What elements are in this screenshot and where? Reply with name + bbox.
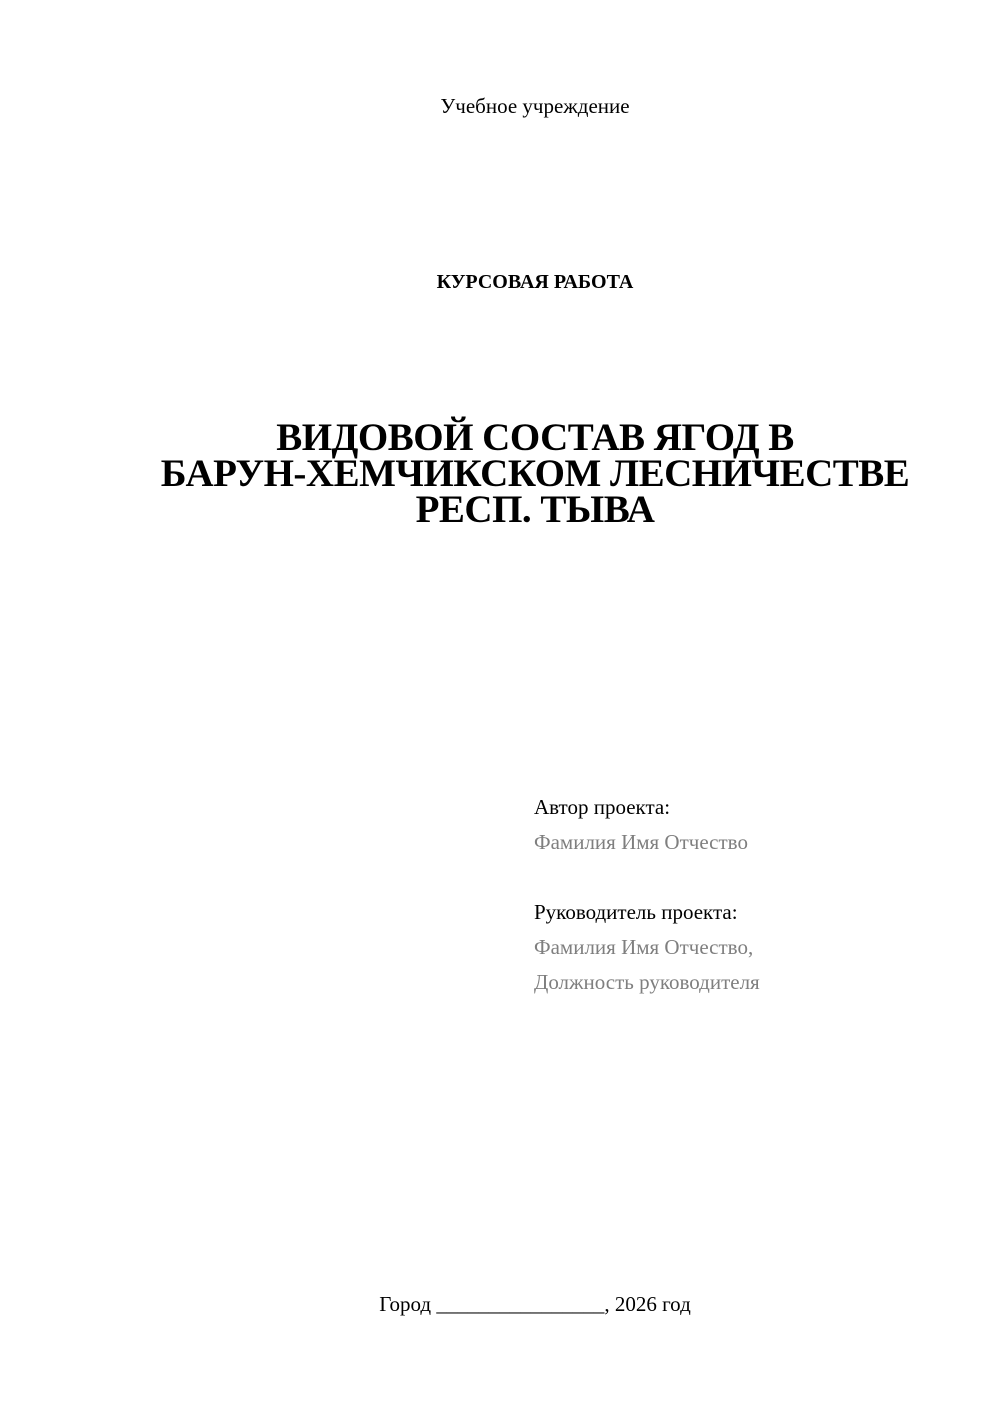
institution-name: Учебное учреждение — [440, 94, 630, 118]
supervisor-label: Руководитель проекта: — [534, 900, 738, 924]
title-line-3: РЕСП. ТЫВА — [415, 488, 655, 531]
city-year-footer — [0, 1290, 1000, 1318]
work-type-heading: КУРСОВАЯ РАБОТА — [436, 271, 634, 293]
author-name: Фамилия Имя Отчество — [534, 830, 748, 854]
title-line-1: ВИДОВОЙ СОСТАВ ЯГОД В — [276, 416, 794, 459]
supervisor-position: Должность руководителя — [534, 970, 760, 994]
city-blank: ________________ — [436, 1292, 605, 1316]
year-text: , 2026 год — [604, 1292, 691, 1316]
author-label: Автор проекта: — [534, 795, 671, 819]
title-line-2: БАРУН-ХЕМЧИКСКОМ ЛЕСНИЧЕСТВЕ — [160, 452, 910, 495]
supervisor-name: Фамилия Имя Отчество, — [534, 935, 754, 959]
document-title — [0, 416, 1000, 531]
signature-spacer — [534, 860, 974, 895]
city-label: Город — [379, 1292, 432, 1316]
signature-block — [534, 790, 974, 1000]
